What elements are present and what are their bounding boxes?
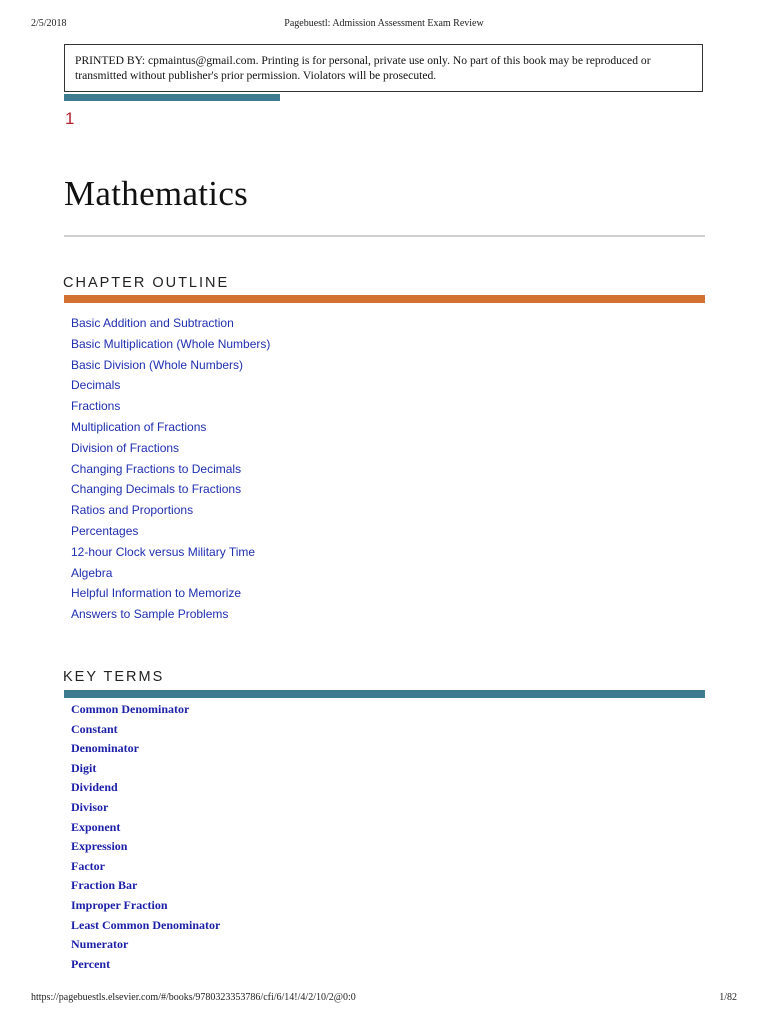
outline-link[interactable]: Changing Fractions to Decimals (71, 461, 242, 476)
outline-link[interactable]: Helpful Information to Memorize (71, 586, 242, 601)
page-title: Mathematics (64, 174, 249, 213)
key-term-link[interactable]: Least Common Denominator (71, 917, 221, 932)
outline-link[interactable]: Basic Multiplication (Whole Numbers) (71, 336, 271, 351)
chapter-number: 1 (65, 109, 75, 128)
print-page-count: 1/82 (719, 992, 737, 1003)
print-notice: PRINTED BY: cpmaintus@gmail.com. Printing is for personal, private use only. No part of this book may be reproduced or transmitted without publisher's prior permission. Violators will be prosecuted. (64, 44, 703, 92)
print-date: 2/5/2018 (31, 18, 67, 29)
key-term-link[interactable]: Factor (71, 858, 105, 873)
outline-link[interactable]: 12-hour Clock versus Military Time (71, 544, 256, 559)
key-term-link[interactable]: Numerator (71, 937, 129, 952)
print-header (31, 18, 737, 32)
notice-accent-bar (64, 94, 280, 101)
outline-link[interactable]: Answers to Sample Problems (71, 607, 229, 622)
print-url: https://pagebuestls.elsevier.com/#/books/9780323353786/cfi/6/14!/4/2/10/2@0:0 (31, 992, 356, 1003)
outline-link[interactable]: Basic Division (Whole Numbers) (71, 357, 244, 372)
print-document-title: Pagebuestl: Admission Assessment Exam Review (284, 18, 484, 29)
print-footer (31, 992, 737, 1006)
outline-link[interactable]: Algebra (71, 565, 113, 580)
key-term-link[interactable]: Common Denominator (71, 702, 190, 716)
outline-link[interactable]: Division of Fractions (71, 440, 180, 455)
key-term-link[interactable]: Constant (71, 721, 118, 736)
outline-link[interactable]: Basic Addition and Subtraction (71, 316, 234, 330)
chapter-outline-bar (64, 295, 705, 303)
chapter-outline-list (71, 315, 270, 627)
key-terms-list (71, 701, 220, 975)
key-term-link[interactable]: Percent (71, 956, 111, 971)
key-term-link[interactable]: Exponent (71, 819, 121, 834)
key-terms-heading: KEY TERMS (63, 669, 165, 685)
key-term-link[interactable]: Digit (71, 760, 97, 775)
outline-link[interactable]: Multiplication of Fractions (71, 419, 207, 434)
outline-link[interactable]: Decimals (71, 378, 121, 393)
outline-link[interactable]: Fractions (71, 399, 121, 414)
title-divider (64, 235, 705, 237)
key-term-link[interactable]: Expression (71, 839, 128, 854)
key-term-link[interactable]: Denominator (71, 741, 139, 756)
chapter-outline-heading: CHAPTER OUTLINE (63, 275, 230, 291)
outline-link[interactable]: Changing Decimals to Fractions (71, 482, 242, 497)
key-term-link[interactable]: Fraction Bar (71, 878, 138, 893)
key-term-link[interactable]: Improper Fraction (71, 897, 168, 912)
key-term-link[interactable]: Dividend (71, 780, 118, 795)
key-term-link[interactable]: Divisor (71, 799, 109, 814)
key-terms-bar (64, 690, 705, 698)
outline-link[interactable]: Percentages (71, 523, 139, 538)
outline-link[interactable]: Ratios and Proportions (71, 503, 194, 518)
